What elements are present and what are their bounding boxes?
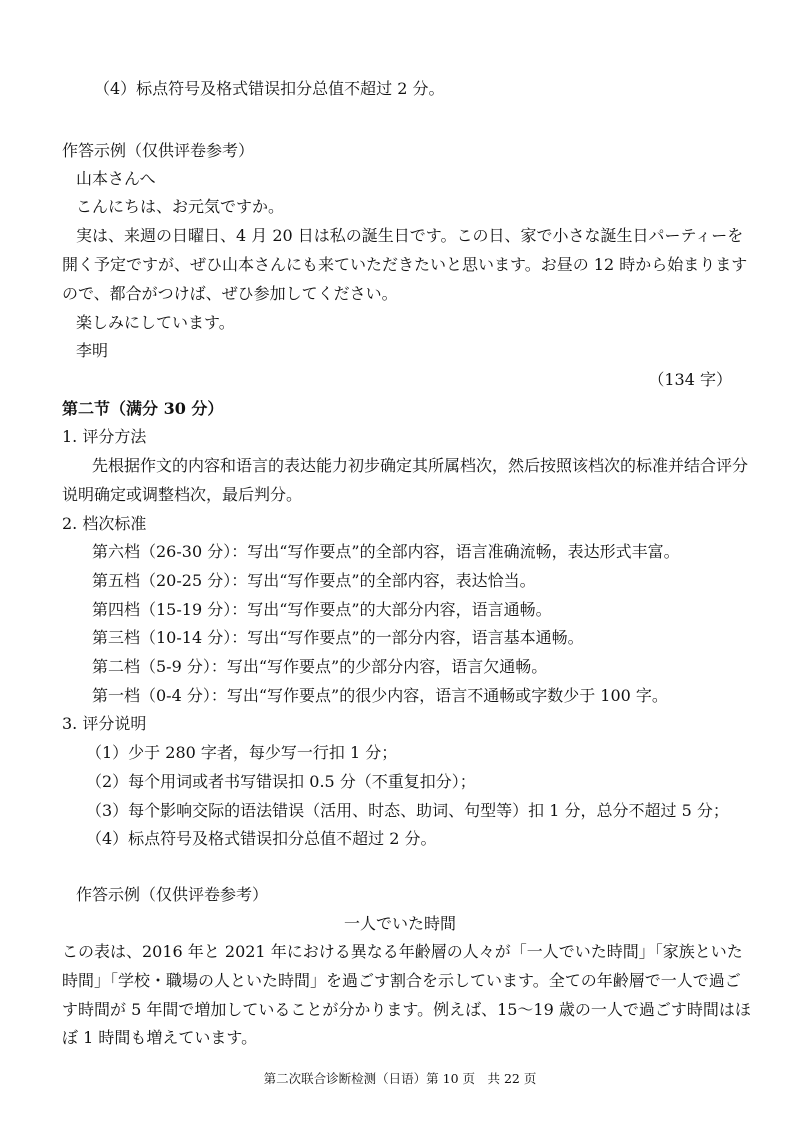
letter-line: 楽しみにしています。	[76, 313, 235, 332]
letter-line: こんにちは、お元気ですか。	[76, 197, 285, 216]
scoring-rule-4: （4）标点符号及格式错误扣分总值不超过 2 分。	[94, 79, 445, 98]
essay-title: 一人でいた時間	[343, 914, 456, 933]
method-heading: 1. 评分方法	[62, 427, 147, 446]
letter-signature: 李明	[76, 341, 109, 360]
letter-line: 実は、来週の日曜日、4 月 20 日は私の誕生日です。この日、家で小さな誕生日パーティーを	[76, 226, 744, 245]
level-item: 第二档（5-9 分）：写出“写作要点”的少部分内容，语言欠通畅。	[92, 657, 548, 676]
note-item: （1）少于 280 字者，每少写一行扣 1 分；	[86, 743, 398, 762]
essay-line: す時間が 5 年間で増加していることが分かります。例えば、15～19 歳の一人で過ごす時間はほ	[62, 1000, 751, 1019]
note-item: （3）每个影响交际的语法错误（活用、时态、助词、句型等）扣 1 分，总分不超过 5 分；	[86, 801, 729, 820]
section-title: 第二节（满分 30 分）	[62, 399, 224, 418]
letter-line: ので、都合がつけば、ぜひ参加してください。	[62, 284, 398, 303]
page-footer: 第二次联合诊断检测（日语）第 10 页 共 22 页	[263, 1071, 537, 1086]
level-item: 第四档（15-19 分）：写出“写作要点”的大部分内容，语言通畅。	[92, 600, 552, 619]
level-item: 第五档（20-25 分）：写出“写作要点”的全部内容，表达恰当。	[92, 571, 536, 590]
method-text: 说明确定或调整档次，最后判分。	[62, 485, 303, 504]
letter-line: 開く予定ですが、ぜひ山本さんにも来ていただきたいと思います。お昼の 12 時から始まります	[62, 255, 748, 274]
essay-line: ぼ 1 時間も増えています。	[62, 1028, 258, 1047]
essay-line: 時間」「学校・職場の人といた時間」を過ごす割合を示しています。全ての年齢層で一人で過ご	[62, 971, 741, 990]
level-item: 第一档（0-4 分）：写出“写作要点”的很少内容，语言不通畅或字数少于 100 字。	[92, 686, 668, 705]
note-item: （4）标点符号及格式错误扣分总值不超过 2 分。	[86, 829, 437, 848]
example-heading: 作答示例（仅供评卷参考）	[76, 885, 269, 904]
method-text: 先根据作文的内容和语言的表达能力初步确定其所属档次，然后按照该档次的标准并结合评分	[92, 456, 749, 475]
levels-heading: 2. 档次标准	[62, 514, 147, 533]
essay-line: この表は、2016 年と 2021 年における異なる年齢層の人々が「一人でいた時間」「家族といた	[62, 942, 743, 961]
character-count: （134 字）	[648, 370, 732, 389]
note-item: （2）每个用词或者书写错误扣 0.5 分（不重复扣分）；	[86, 772, 476, 791]
level-item: 第三档（10-14 分）：写出“写作要点”的一部分内容，语言基本通畅。	[92, 628, 584, 647]
letter-salutation: 山本さんへ	[76, 169, 156, 188]
level-item: 第六档（26-30 分）：写出“写作要点”的全部内容，语言准确流畅，表达形式丰富。	[92, 542, 680, 561]
notes-heading: 3. 评分说明	[62, 714, 147, 733]
example-heading: 作答示例（仅供评卷参考）	[62, 141, 255, 160]
